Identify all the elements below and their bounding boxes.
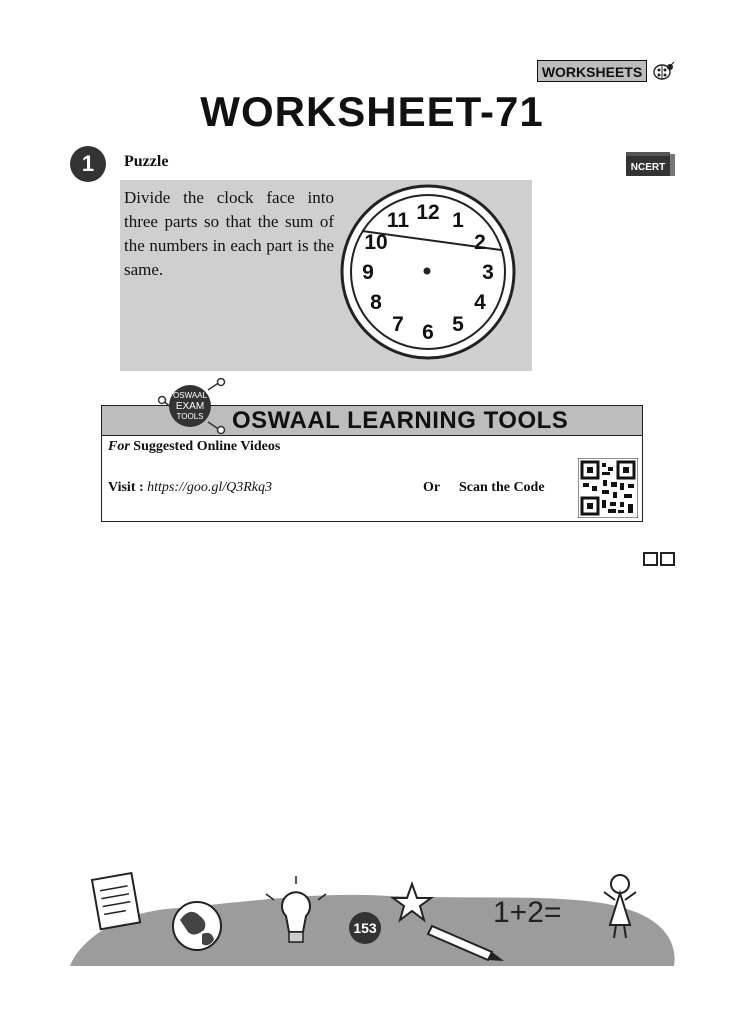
puzzle-text: Divide the clock face into three parts so that the sum of the numbers in each part is the same. [124,188,334,279]
question-number-badge: 1 [70,146,106,182]
clock-number: 10 [364,231,388,254]
qr-code-icon[interactable] [578,458,638,518]
visit-line [108,480,272,496]
globe-icon [173,902,221,950]
clock-number: 7 [392,313,404,336]
ncert-text: NCERT [630,162,666,173]
scan-code-text: Scan the Code [459,480,545,495]
logo-line-3: TOOLS [176,412,204,421]
question-title: Puzzle [124,153,169,170]
learning-tools-title: OSWAAL LEARNING TOOLS [232,407,569,434]
clock-number: 1 [452,209,464,232]
clock-face [339,183,517,361]
clock-number: 9 [362,261,374,284]
notepad-icon [92,873,140,929]
ladybug-icon [650,60,676,82]
clock-number: 11 [386,209,410,232]
math-doodle-text: 1+2= [493,896,562,929]
ncert-book-icon [624,150,676,180]
visit-label: Visit : [108,480,148,495]
clock-number: 12 [416,201,440,224]
clock-number: 2 [474,231,486,254]
worksheet-title: WORKSHEET-71 [200,88,544,135]
clock-number: 3 [482,261,494,284]
for-text: Suggested Online Videos [129,439,281,454]
clock-number: 5 [452,313,464,336]
clock-number: 8 [370,291,382,314]
suggested-videos-text [108,439,280,455]
page-number-badge: 153 [349,912,381,944]
oswaal-exam-tools-logo [158,378,228,438]
clock-number: 6 [422,321,434,344]
logo-line-1: OSWAAL [173,391,207,400]
or-text: Or [423,480,441,495]
logo-line-2: EXAM [175,401,205,412]
for-prefix: For [108,439,130,454]
double-box-icon [643,552,675,566]
clock-number: 4 [474,291,486,314]
visit-url-link[interactable]: https://goo.gl/Q3Rkq3 [147,480,272,495]
worksheets-label: WORKSHEETS [537,60,647,82]
